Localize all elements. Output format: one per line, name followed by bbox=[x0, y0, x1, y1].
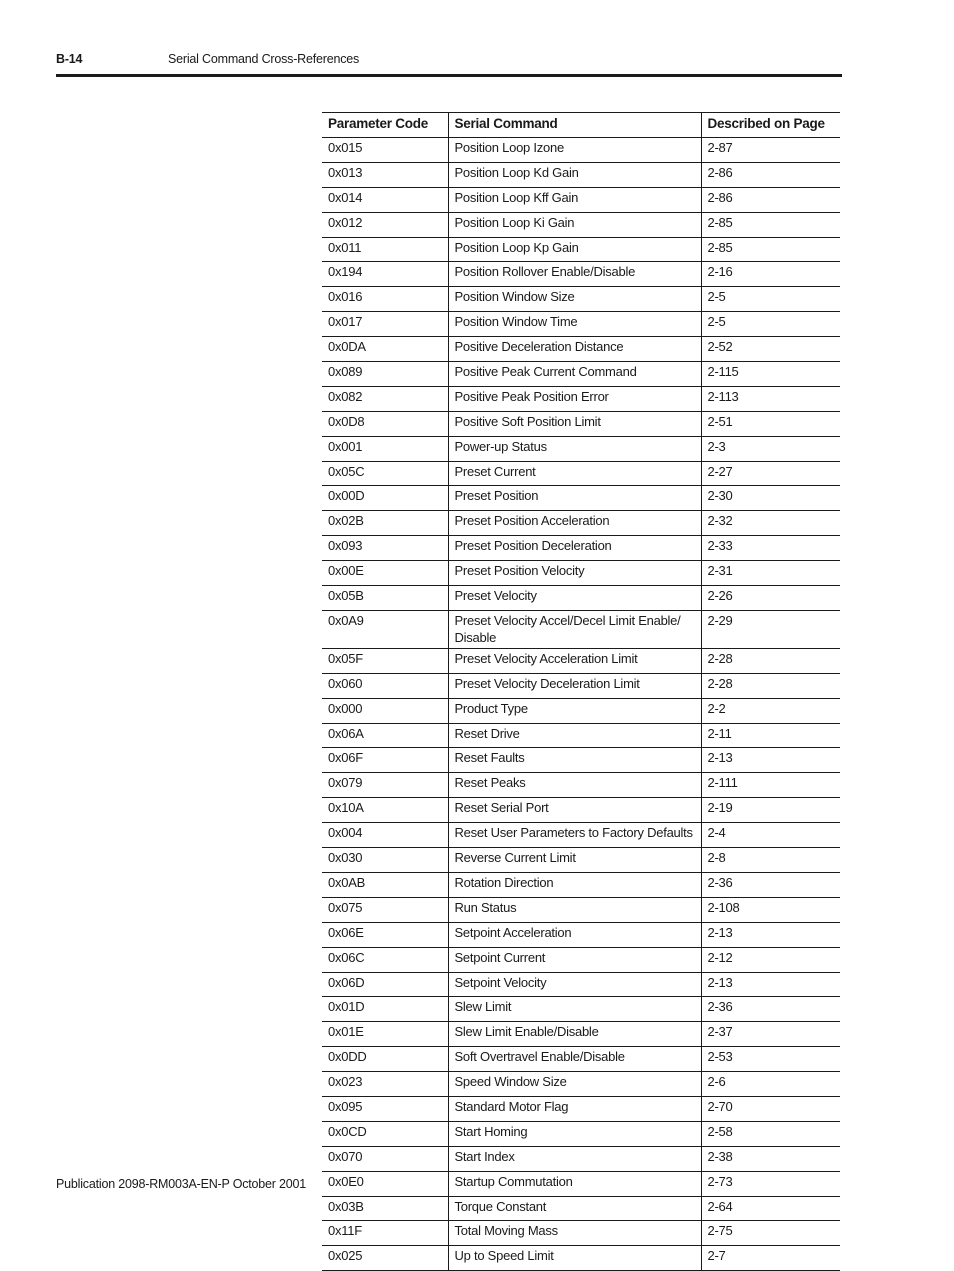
table-row bbox=[322, 312, 840, 337]
parameter-code-cell: 0x079 bbox=[322, 773, 448, 798]
table-row bbox=[322, 138, 840, 163]
page-reference-cell: 2-115 bbox=[701, 362, 840, 387]
parameter-code-cell: 0x014 bbox=[322, 187, 448, 212]
table-row bbox=[322, 1096, 840, 1121]
parameter-code-cell: 0x0DA bbox=[322, 337, 448, 362]
serial-command-cell: Startup Commutation bbox=[448, 1171, 701, 1196]
serial-command-cell: Rotation Direction bbox=[448, 872, 701, 897]
parameter-code-cell: 0x06E bbox=[322, 922, 448, 947]
serial-command-cell: Total Moving Mass bbox=[448, 1221, 701, 1246]
page-reference-cell: 2-7 bbox=[701, 1246, 840, 1271]
table-row bbox=[322, 212, 840, 237]
serial-command-cell: Start Index bbox=[448, 1146, 701, 1171]
page-reference-cell: 2-75 bbox=[701, 1221, 840, 1246]
serial-command-cell: Reset Serial Port bbox=[448, 798, 701, 823]
table-row bbox=[322, 922, 840, 947]
table-row bbox=[322, 386, 840, 411]
parameter-code-cell: 0x06F bbox=[322, 748, 448, 773]
table-row bbox=[322, 748, 840, 773]
table-row bbox=[322, 362, 840, 387]
serial-command-cell: Standard Motor Flag bbox=[448, 1096, 701, 1121]
page-reference-cell: 2-86 bbox=[701, 162, 840, 187]
serial-command-cell: Preset Velocity Accel/Decel Limit Enable/ Disable bbox=[448, 610, 701, 648]
parameter-code-cell: 0x023 bbox=[322, 1072, 448, 1097]
serial-command-cell: Preset Current bbox=[448, 461, 701, 486]
running-title: Serial Command Cross-References bbox=[168, 52, 360, 66]
parameter-code-cell: 0x0A9 bbox=[322, 610, 448, 648]
page-reference-cell: 2-5 bbox=[701, 287, 840, 312]
page-reference-cell: 2-3 bbox=[701, 436, 840, 461]
parameter-code-cell: 0x025 bbox=[322, 1246, 448, 1271]
table-row bbox=[322, 773, 840, 798]
table-row bbox=[322, 1121, 840, 1146]
table-row bbox=[322, 723, 840, 748]
page-reference-cell: 2-51 bbox=[701, 411, 840, 436]
page-reference-cell: 2-32 bbox=[701, 511, 840, 536]
table-row bbox=[322, 436, 840, 461]
table-row bbox=[322, 872, 840, 897]
page-reference-cell: 2-108 bbox=[701, 897, 840, 922]
table-row bbox=[322, 1171, 840, 1196]
parameter-code-cell: 0x10A bbox=[322, 798, 448, 823]
page-reference-cell: 2-13 bbox=[701, 748, 840, 773]
page-reference-cell: 2-36 bbox=[701, 997, 840, 1022]
serial-command-cell: Start Homing bbox=[448, 1121, 701, 1146]
page-reference-cell: 2-5 bbox=[701, 312, 840, 337]
page-number: B-14 bbox=[56, 52, 83, 66]
parameter-code-cell: 0x11F bbox=[322, 1221, 448, 1246]
parameter-code-cell: 0x00D bbox=[322, 486, 448, 511]
parameter-code-cell: 0x06D bbox=[322, 972, 448, 997]
serial-command-cell: Positive Peak Current Command bbox=[448, 362, 701, 387]
serial-command-cell: Preset Position Velocity bbox=[448, 561, 701, 586]
page-reference-cell: 2-4 bbox=[701, 823, 840, 848]
serial-command-cell: Slew Limit Enable/Disable bbox=[448, 1022, 701, 1047]
parameter-code-cell: 0x017 bbox=[322, 312, 448, 337]
page-reference-cell: 2-87 bbox=[701, 138, 840, 163]
page-reference-cell: 2-36 bbox=[701, 872, 840, 897]
parameter-code-cell: 0x01D bbox=[322, 997, 448, 1022]
page-reference-cell: 2-85 bbox=[701, 237, 840, 262]
column-header-parameter-code: Parameter Code bbox=[322, 113, 448, 138]
serial-command-cell: Preset Position Deceleration bbox=[448, 536, 701, 561]
serial-command-cell: Reset Faults bbox=[448, 748, 701, 773]
serial-command-cell: Run Status bbox=[448, 897, 701, 922]
table-row bbox=[322, 561, 840, 586]
page-reference-cell: 2-19 bbox=[701, 798, 840, 823]
parameter-code-cell: 0x011 bbox=[322, 237, 448, 262]
table-row bbox=[322, 1072, 840, 1097]
page-reference-cell: 2-53 bbox=[701, 1047, 840, 1072]
table-row bbox=[322, 648, 840, 673]
table-row bbox=[322, 1022, 840, 1047]
table-row bbox=[322, 1221, 840, 1246]
page-reference-cell: 2-6 bbox=[701, 1072, 840, 1097]
parameter-code-cell: 0x012 bbox=[322, 212, 448, 237]
page-reference-cell: 2-64 bbox=[701, 1196, 840, 1221]
table-row bbox=[322, 972, 840, 997]
table-row bbox=[322, 511, 840, 536]
table-row bbox=[322, 287, 840, 312]
serial-command-cell: Speed Window Size bbox=[448, 1072, 701, 1097]
table-row bbox=[322, 997, 840, 1022]
parameter-code-cell: 0x05B bbox=[322, 586, 448, 611]
parameter-code-cell: 0x095 bbox=[322, 1096, 448, 1121]
parameter-code-cell: 0x01E bbox=[322, 1022, 448, 1047]
serial-command-cell: Setpoint Acceleration bbox=[448, 922, 701, 947]
table-row bbox=[322, 823, 840, 848]
table-row bbox=[322, 673, 840, 698]
parameter-code-cell: 0x060 bbox=[322, 673, 448, 698]
serial-command-cell: Position Window Size bbox=[448, 287, 701, 312]
table-row bbox=[322, 1146, 840, 1171]
serial-command-cell: Position Window Time bbox=[448, 312, 701, 337]
page-reference-cell: 2-13 bbox=[701, 922, 840, 947]
page-reference-cell: 2-12 bbox=[701, 947, 840, 972]
parameter-code-cell: 0x02B bbox=[322, 511, 448, 536]
page-reference-cell: 2-111 bbox=[701, 773, 840, 798]
parameter-code-cell: 0x0AB bbox=[322, 872, 448, 897]
table-row bbox=[322, 848, 840, 873]
page-reference-cell: 2-85 bbox=[701, 212, 840, 237]
serial-command-cell: Slew Limit bbox=[448, 997, 701, 1022]
column-header-serial-command: Serial Command bbox=[448, 113, 701, 138]
page-reference-cell: 2-52 bbox=[701, 337, 840, 362]
page-reference-cell: 2-29 bbox=[701, 610, 840, 648]
serial-command-cell: Position Loop Kff Gain bbox=[448, 187, 701, 212]
parameter-code-cell: 0x06A bbox=[322, 723, 448, 748]
page-reference-cell: 2-27 bbox=[701, 461, 840, 486]
table-row bbox=[322, 262, 840, 287]
parameter-code-cell: 0x001 bbox=[322, 436, 448, 461]
parameter-code-cell: 0x013 bbox=[322, 162, 448, 187]
table-row bbox=[322, 947, 840, 972]
page-reference-cell: 2-28 bbox=[701, 648, 840, 673]
parameter-code-cell: 0x082 bbox=[322, 386, 448, 411]
parameter-code-cell: 0x194 bbox=[322, 262, 448, 287]
serial-command-cell: Reset User Parameters to Factory Defaults bbox=[448, 823, 701, 848]
serial-command-cell: Positive Soft Position Limit bbox=[448, 411, 701, 436]
table-row bbox=[322, 586, 840, 611]
serial-command-cell: Position Loop Izone bbox=[448, 138, 701, 163]
header-rule bbox=[56, 74, 842, 77]
table-row bbox=[322, 610, 840, 648]
serial-command-cell: Setpoint Current bbox=[448, 947, 701, 972]
page-reference-cell: 2-86 bbox=[701, 187, 840, 212]
parameter-code-cell: 0x016 bbox=[322, 287, 448, 312]
parameter-code-cell: 0x00E bbox=[322, 561, 448, 586]
parameter-code-cell: 0x0D8 bbox=[322, 411, 448, 436]
table-header-row bbox=[322, 113, 840, 138]
column-header-described-on-page: Described on Page bbox=[701, 113, 840, 138]
table-row bbox=[322, 411, 840, 436]
parameter-code-cell: 0x030 bbox=[322, 848, 448, 873]
parameter-code-cell: 0x075 bbox=[322, 897, 448, 922]
parameter-code-cell: 0x06C bbox=[322, 947, 448, 972]
page-reference-cell: 2-2 bbox=[701, 698, 840, 723]
parameter-code-cell: 0x004 bbox=[322, 823, 448, 848]
table-row bbox=[322, 897, 840, 922]
serial-command-cell: Preset Position bbox=[448, 486, 701, 511]
page-reference-cell: 2-8 bbox=[701, 848, 840, 873]
page-reference-cell: 2-70 bbox=[701, 1096, 840, 1121]
serial-command-cell: Setpoint Velocity bbox=[448, 972, 701, 997]
serial-command-cell: Power-up Status bbox=[448, 436, 701, 461]
publication-footer: Publication 2098-RM003A-EN-P October 2001 bbox=[56, 1177, 307, 1191]
page-reference-cell: 2-33 bbox=[701, 536, 840, 561]
page-header bbox=[56, 52, 842, 68]
table-row bbox=[322, 337, 840, 362]
parameter-code-cell: 0x089 bbox=[322, 362, 448, 387]
table-row bbox=[322, 1047, 840, 1072]
serial-command-cell: Reset Peaks bbox=[448, 773, 701, 798]
page-reference-cell: 2-37 bbox=[701, 1022, 840, 1047]
table-row bbox=[322, 1196, 840, 1221]
serial-command-cell: Preset Velocity Deceleration Limit bbox=[448, 673, 701, 698]
table-row bbox=[322, 187, 840, 212]
parameter-code-cell: 0x000 bbox=[322, 698, 448, 723]
table-body bbox=[322, 138, 840, 1271]
table-row bbox=[322, 461, 840, 486]
table-row bbox=[322, 798, 840, 823]
cross-reference-table bbox=[322, 112, 840, 1271]
page-reference-cell: 2-11 bbox=[701, 723, 840, 748]
parameter-code-cell: 0x0E0 bbox=[322, 1171, 448, 1196]
serial-command-cell: Position Loop Kp Gain bbox=[448, 237, 701, 262]
table-row bbox=[322, 237, 840, 262]
serial-command-cell: Torque Constant bbox=[448, 1196, 701, 1221]
parameter-code-cell: 0x03B bbox=[322, 1196, 448, 1221]
page-reference-cell: 2-26 bbox=[701, 586, 840, 611]
serial-command-cell: Position Loop Kd Gain bbox=[448, 162, 701, 187]
serial-command-cell: Soft Overtravel Enable/Disable bbox=[448, 1047, 701, 1072]
page-reference-cell: 2-73 bbox=[701, 1171, 840, 1196]
serial-command-cell: Positive Peak Position Error bbox=[448, 386, 701, 411]
page-reference-cell: 2-16 bbox=[701, 262, 840, 287]
parameter-code-cell: 0x015 bbox=[322, 138, 448, 163]
page-reference-cell: 2-30 bbox=[701, 486, 840, 511]
page-reference-cell: 2-28 bbox=[701, 673, 840, 698]
parameter-code-cell: 0x093 bbox=[322, 536, 448, 561]
serial-command-cell: Preset Velocity Acceleration Limit bbox=[448, 648, 701, 673]
table-row bbox=[322, 698, 840, 723]
parameter-code-cell: 0x070 bbox=[322, 1146, 448, 1171]
page-reference-cell: 2-31 bbox=[701, 561, 840, 586]
serial-command-cell: Position Loop Ki Gain bbox=[448, 212, 701, 237]
table-row bbox=[322, 536, 840, 561]
parameter-code-cell: 0x05F bbox=[322, 648, 448, 673]
serial-command-cell: Up to Speed Limit bbox=[448, 1246, 701, 1271]
serial-command-cell: Product Type bbox=[448, 698, 701, 723]
parameter-code-cell: 0x0DD bbox=[322, 1047, 448, 1072]
table-row bbox=[322, 1246, 840, 1271]
page-reference-cell: 2-58 bbox=[701, 1121, 840, 1146]
serial-command-cell: Reset Drive bbox=[448, 723, 701, 748]
serial-command-cell: Reverse Current Limit bbox=[448, 848, 701, 873]
page-reference-cell: 2-113 bbox=[701, 386, 840, 411]
parameter-code-cell: 0x0CD bbox=[322, 1121, 448, 1146]
table-row bbox=[322, 162, 840, 187]
page-reference-cell: 2-38 bbox=[701, 1146, 840, 1171]
serial-command-cell: Preset Position Acceleration bbox=[448, 511, 701, 536]
serial-command-cell: Position Rollover Enable/Disable bbox=[448, 262, 701, 287]
page-reference-cell: 2-13 bbox=[701, 972, 840, 997]
table-row bbox=[322, 486, 840, 511]
serial-command-cell: Positive Deceleration Distance bbox=[448, 337, 701, 362]
parameter-code-cell: 0x05C bbox=[322, 461, 448, 486]
serial-command-cell: Preset Velocity bbox=[448, 586, 701, 611]
